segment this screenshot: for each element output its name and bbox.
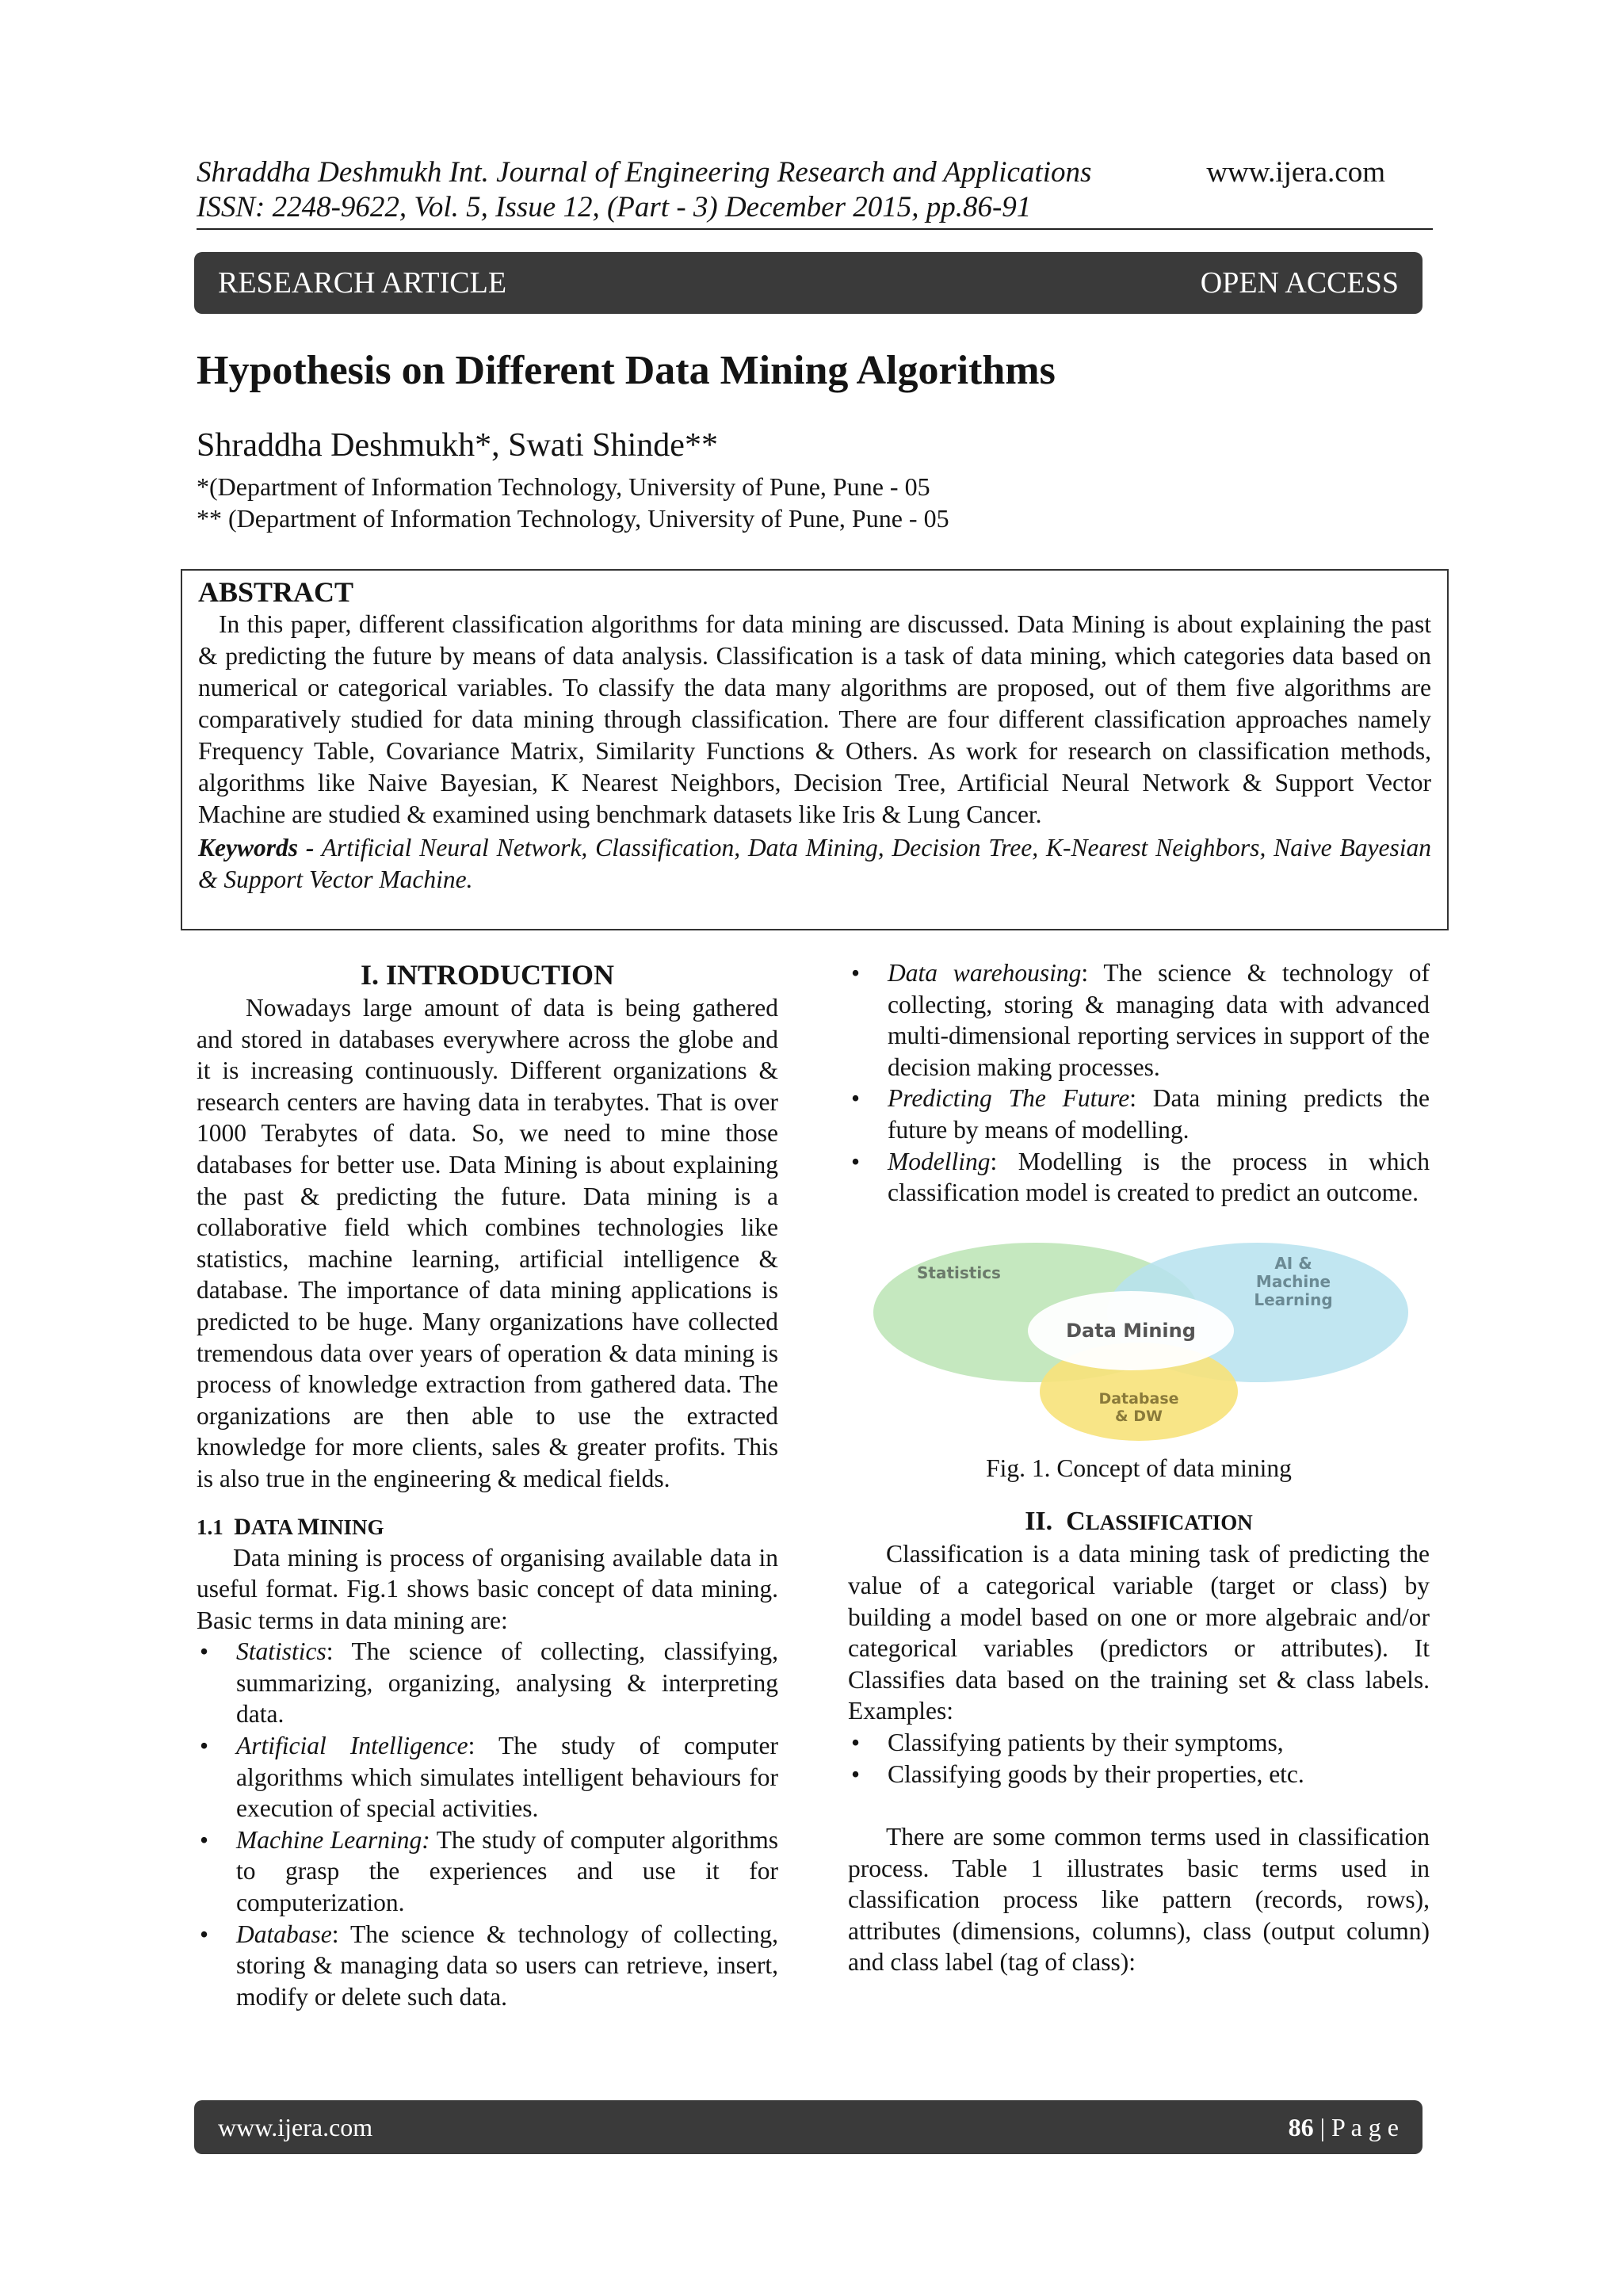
banner-open-access: OPEN ACCESS — [1200, 266, 1399, 300]
figure-caption: Fig. 1. Concept of data mining — [986, 1454, 1292, 1482]
subheading-cap-d: D — [234, 1513, 251, 1540]
term-name: Artificial Intelligence — [236, 1732, 468, 1760]
header-divider — [197, 228, 1433, 230]
venn-label-statistics: Statistics — [917, 1263, 1001, 1282]
subheading-cap-m: M — [297, 1513, 320, 1540]
journal-citation-line1: Shraddha Deshmukh Int. Journal of Engineering Research and Applications — [197, 156, 1092, 189]
classification-section — [848, 1506, 1430, 1978]
list-item — [848, 1146, 1430, 1209]
classification-heading-num: II. — [1025, 1507, 1053, 1537]
intro-heading: I. INTRODUCTION — [360, 959, 615, 991]
journal-citation-line2: ISSN: 2248-9622, Vol. 5, Issue 12, (Part - 3) December 2015, pp.86-91 — [197, 191, 1032, 223]
subheading-number: 1.1 — [197, 1515, 223, 1539]
right-column — [848, 957, 1430, 1978]
term-desc: : Modelling is the process in which classification model is created to predict an outcome. — [888, 1147, 1430, 1207]
page-footer — [194, 2100, 1423, 2154]
left-column — [197, 957, 778, 2012]
paper-title: Hypothesis on Different Data Mining Algorithms — [197, 348, 1056, 393]
data-mining-subheading — [197, 1512, 778, 1542]
keywords-line — [198, 832, 1431, 896]
page-number: 86 — [1288, 2112, 1314, 2141]
header-website-link[interactable]: www.ijera.com — [1206, 156, 1385, 189]
subheading-rest-1: ATA — [250, 1515, 298, 1539]
classification-paragraph: Classification is a data mining task of predicting the value of a categorical variable (target or class) by building a model based on one or more algebraic and/or categorical variables (predictors or attributes). It Classifies data based on the training set & class labels. Examples: — [848, 1540, 1430, 1725]
venn-label-center: Data Mining — [1066, 1319, 1196, 1342]
abstract-heading: ABSTRACT — [198, 576, 354, 608]
list-item — [197, 1919, 778, 2013]
list-item — [197, 1824, 778, 1919]
venn-label-ai-1: AI & — [1274, 1253, 1312, 1273]
abstract-text: In this paper, different classification algorithms for data mining are discussed. Data Mining is about explaining the past & predicting the future by means of data analysis. Classification is a task of data mining, which categories data based on numerical or categorical variables. To classify the data many algorithms are proposed, out of them five algorithms are comparatively studied for data mining through classification. There are four different classification approaches namely Frequency Table, Covariance Matrix, Similarity Functions & Others. As work for research on classification methods, algorithms like Naive Bayesian, K Nearest Neighbors, Decision Tree, Artificial Neural Network & Support Vector Machine are studied & examined using benchmark datasets like Iris & Lung Cancer. — [198, 610, 1431, 828]
classification-heading-cap: C — [1066, 1507, 1086, 1537]
affiliation-2: ** (Department of Information Technology, University of Pune, Pune - 05 — [197, 504, 949, 533]
list-item — [848, 957, 1430, 1083]
list-item: • Classifying patients by their symptoms, — [848, 1727, 1430, 1759]
data-mining-paragraph: Data mining is process of organising available data in useful format. Fig.1 shows basic concept of data mining. Basic terms in data mining are: — [197, 1543, 778, 1634]
classification-examples — [848, 1727, 1430, 1790]
paragraph-gap — [848, 1790, 1430, 1821]
keywords-label: Keywords - — [198, 834, 315, 861]
venn-label-ai-2: Machine — [1255, 1271, 1331, 1291]
term-desc: : The science & technology of collecting, storing & managing data so users can retrieve, insert, modify or delete such data. — [236, 1920, 778, 2011]
term-name: Data warehousing — [888, 959, 1082, 987]
paper-authors: Shraddha Deshmukh*, Swati Shinde** — [197, 427, 718, 464]
abstract-box — [181, 569, 1449, 930]
subheading-rest-2: INING — [319, 1515, 384, 1539]
list-item — [848, 1083, 1430, 1145]
list-item — [197, 1730, 778, 1824]
footer-page-number — [1289, 2113, 1399, 2142]
term-desc: : The science of collecting, classifying, summarizing, organizing, analysing & interpreting data. — [236, 1637, 778, 1729]
intro-paragraph: Nowadays large amount of data is being gathered and stored in databases everywhere across the globe and it is increasing continuously. Different organizations & research centers are having data in terabytes. That is over 1000 Terabytes of data. So, we need to mine those databases for better use. Data Mining is about explaining the past & predicting the future. Data mining is a collaborative field which combines technologies like statistics, machine learning, artificial intelligence & database. The importance of data mining applications is predicted to be huge. Many organizations have collected tremendous data over years of operation & data mining is process of knowledge extraction from gathered data. The organizations are then able to use the extracted knowledge for more clients, sales & greater profits. This is also true in the engineering & medical fields. — [197, 994, 778, 1492]
term-name: Statistics — [236, 1637, 327, 1666]
list-item — [197, 1636, 778, 1730]
article-type-banner — [194, 252, 1423, 314]
term-name: Database — [236, 1920, 332, 1948]
classification-heading-rest: LASSIFICATION — [1085, 1511, 1253, 1535]
list-item: • Classifying goods by their properties, etc. — [848, 1759, 1430, 1790]
term-desc: : The study of computer algorithms which simulates intelligent behaviours for execution of special activities. — [236, 1732, 778, 1823]
banner-research-article: RESEARCH ARTICLE — [218, 266, 507, 300]
data-mining-venn-figure — [869, 1237, 1408, 1443]
term-name: Modelling — [888, 1147, 991, 1175]
term-name: Machine Learning: — [236, 1825, 430, 1854]
footer-website-link[interactable]: www.ijera.com — [218, 2112, 373, 2141]
venn-diagram — [869, 1237, 1408, 1443]
venn-label-db-1: Database — [1098, 1389, 1179, 1408]
keywords-list: Artificial Neural Network, Classification, Data Mining, Decision Tree, K-Nearest Neighbors, Naive Bayesian & Support Vector Machine. — [198, 834, 1431, 893]
term-desc: The study of computer algorithms to grasp the experiences and use it for computerization. — [236, 1825, 778, 1917]
page-suffix: | P a g e — [1313, 2112, 1399, 2141]
term-desc: : The science & technology of collecting, storing & managing data with advanced multi-dimensional reporting services in support of the decision making processes. — [888, 959, 1430, 1081]
term-name: Predicting The Future — [888, 1084, 1130, 1113]
journal-header — [197, 155, 1433, 225]
term-desc: : Data mining predicts the future by means of modelling. — [888, 1084, 1430, 1144]
affiliation-1: *(Department of Information Technology, University of Pune, Pune - 05 — [197, 472, 930, 501]
venn-label-ai-3: Learning — [1254, 1289, 1333, 1309]
classification-paragraph-2: There are some common terms used in classification process. Table 1 illustrates basic terms used in classification process like pattern (records, rows), attributes (dimensions, columns), class (output column) and class label (tag of class): — [848, 1823, 1430, 1977]
terms-list-right — [848, 957, 1430, 1209]
terms-list-left — [197, 1636, 778, 2012]
venn-label-db-2: & DW — [1115, 1407, 1163, 1425]
classification-heading — [848, 1506, 1430, 1538]
